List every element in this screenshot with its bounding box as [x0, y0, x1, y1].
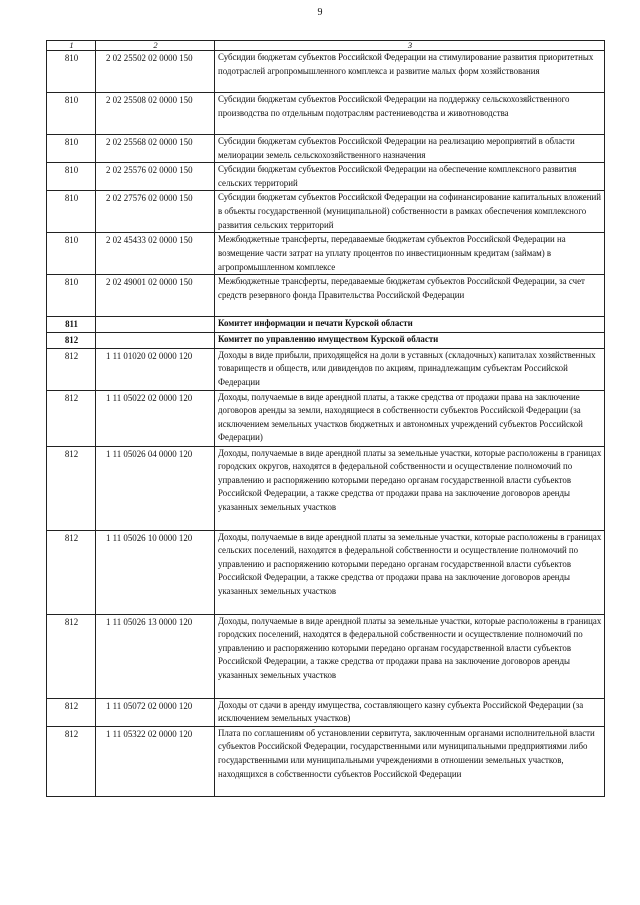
admin-code-cell: 812	[47, 446, 96, 530]
description-cell: Плата по соглашениям об установлении сервитута, заключенным органами исполнительной власти субъектов Российской Федерации, государственными или муниципальными предприятиями либо государственными или муниципальными учреждениями в отношении земельных участков, находящихся в собственности субъектов Российской Федерации	[215, 726, 605, 796]
description-cell: Доходы в виде прибыли, приходящейся на доли в уставных (складочных) капиталах хозяйственных товариществ и обществ, или дивидендов по акциям, принадлежащим субъектам Российской Федерации	[215, 348, 605, 390]
admin-code-cell: 810	[47, 275, 96, 317]
admin-code-cell: 811	[47, 317, 96, 333]
description-cell: Межбюджетные трансферты, передаваемые бюджетам субъектов Российской Федерации на возмещение части затрат на уплату процентов по инвестиционным кредитам (займам) в агропромышленном комплексе	[215, 233, 605, 275]
description-cell: Субсидии бюджетам субъектов Российской Федерации на софинансирование капитальных вложений в объекты государственной (муниципальной) собственности в рамках обеспечения комплексного развития сельских территорий	[215, 191, 605, 233]
header-col-1: 1	[47, 41, 96, 51]
table-row	[47, 135, 605, 163]
table-row	[47, 390, 605, 446]
classification-code-cell: 1 11 01020 02 0000 120	[96, 348, 215, 390]
admin-code-cell: 810	[47, 135, 96, 163]
table-row	[47, 317, 605, 333]
description-cell: Субсидии бюджетам субъектов Российской Федерации на обеспечение комплексного развития сельских территорий	[215, 163, 605, 191]
table-header-row	[47, 41, 605, 51]
revenue-codes-table	[46, 40, 605, 797]
table-row	[47, 93, 605, 135]
table-row	[47, 163, 605, 191]
table-row	[47, 614, 605, 698]
description-cell: Комитет информации и печати Курской области	[215, 317, 605, 333]
description-cell: Субсидии бюджетам субъектов Российской Федерации на стимулирование развития приоритетных подотраслей агропромышленного комплекса и развитие малых форм хозяйствования	[215, 51, 605, 93]
table-row	[47, 233, 605, 275]
classification-code-cell: 2 02 45433 02 0000 150	[96, 233, 215, 275]
description-cell: Субсидии бюджетам субъектов Российской Федерации на реализацию мероприятий в области мелиорации земель сельскохозяйственного назначения	[215, 135, 605, 163]
table-row	[47, 51, 605, 93]
description-cell: Доходы, получаемые в виде арендной платы за земельные участки, которые расположены в границах городских поселений, находятся в федеральной собственности и осуществление полномочий по управлению и распоряжению которыми передано органам государственной власти субъектов Российской Федерации, а также средства от продажи права на заключение договоров аренды указанных земельных участков	[215, 614, 605, 698]
table-row	[47, 530, 605, 614]
table-row	[47, 446, 605, 530]
table-row	[47, 698, 605, 726]
description-cell: Субсидии бюджетам субъектов Российской Федерации на поддержку сельскохозяйственного производства по отдельным подотраслям растениеводства и животноводства	[215, 93, 605, 135]
header-col-2: 2	[96, 41, 215, 51]
admin-code-cell: 812	[47, 348, 96, 390]
table-row	[47, 332, 605, 348]
page-number: 9	[317, 7, 323, 18]
admin-code-cell: 812	[47, 614, 96, 698]
header-col-3: 3	[215, 41, 605, 51]
table-row	[47, 348, 605, 390]
table-row	[47, 191, 605, 233]
classification-code-cell: 1 11 05026 10 0000 120	[96, 530, 215, 614]
description-cell: Доходы, получаемые в виде арендной платы, а также средства от продажи права на заключение договоров аренды за земли, находящиеся в собственности субъектов Российской Федерации (за исключением земельных участков бюджетных и автономных учреждений субъектов Российской Федерации)	[215, 390, 605, 446]
classification-code-cell: 2 02 25502 02 0000 150	[96, 51, 215, 93]
admin-code-cell: 810	[47, 51, 96, 93]
classification-code-cell: 1 11 05322 02 0000 120	[96, 726, 215, 796]
classification-code-cell: 2 02 25568 02 0000 150	[96, 135, 215, 163]
description-cell: Доходы, получаемые в виде арендной платы за земельные участки, которые расположены в границах сельских поселений, находятся в федеральной собственности и осуществление полномочий по управлению и распоряжению которыми передано органам государственной власти субъектов Российской Федерации, а также средства от продажи права на заключение договоров аренды указанных земельных участков	[215, 530, 605, 614]
admin-code-cell: 810	[47, 93, 96, 135]
classification-code-cell: 2 02 25576 02 0000 150	[96, 163, 215, 191]
description-cell: Межбюджетные трансферты, передаваемые бюджетам субъектов Российской Федерации, за счет средств резервного фонда Правительства Российской Федерации	[215, 275, 605, 317]
classification-code-cell: 1 11 05072 02 0000 120	[96, 698, 215, 726]
classification-code-cell	[96, 332, 215, 348]
classification-code-cell: 1 11 05026 04 0000 120	[96, 446, 215, 530]
classification-code-cell	[96, 317, 215, 333]
classification-code-cell: 1 11 05026 13 0000 120	[96, 614, 215, 698]
admin-code-cell: 810	[47, 233, 96, 275]
description-cell: Доходы от сдачи в аренду имущества, составляющего казну субъекта Российской Федерации (за исключением земельных участков)	[215, 698, 605, 726]
admin-code-cell: 812	[47, 698, 96, 726]
classification-code-cell: 2 02 25508 02 0000 150	[96, 93, 215, 135]
admin-code-cell: 812	[47, 530, 96, 614]
classification-code-cell: 1 11 05022 02 0000 120	[96, 390, 215, 446]
description-cell: Доходы, получаемые в виде арендной платы за земельные участки, которые расположены в границах городских округов, находятся в федеральной собственности и осуществление полномочий по управлению и распоряжению которыми передано органам государственной власти субъектов Российской Федерации, а также средства от продажи права на заключение договоров аренды указанных земельных участков	[215, 446, 605, 530]
admin-code-cell: 812	[47, 390, 96, 446]
admin-code-cell: 812	[47, 726, 96, 796]
classification-code-cell: 2 02 49001 02 0000 150	[96, 275, 215, 317]
table-row	[47, 275, 605, 317]
admin-code-cell: 812	[47, 332, 96, 348]
admin-code-cell: 810	[47, 163, 96, 191]
table-row	[47, 726, 605, 796]
classification-code-cell: 2 02 27576 02 0000 150	[96, 191, 215, 233]
description-cell: Комитет по управлению имуществом Курской области	[215, 332, 605, 348]
admin-code-cell: 810	[47, 191, 96, 233]
